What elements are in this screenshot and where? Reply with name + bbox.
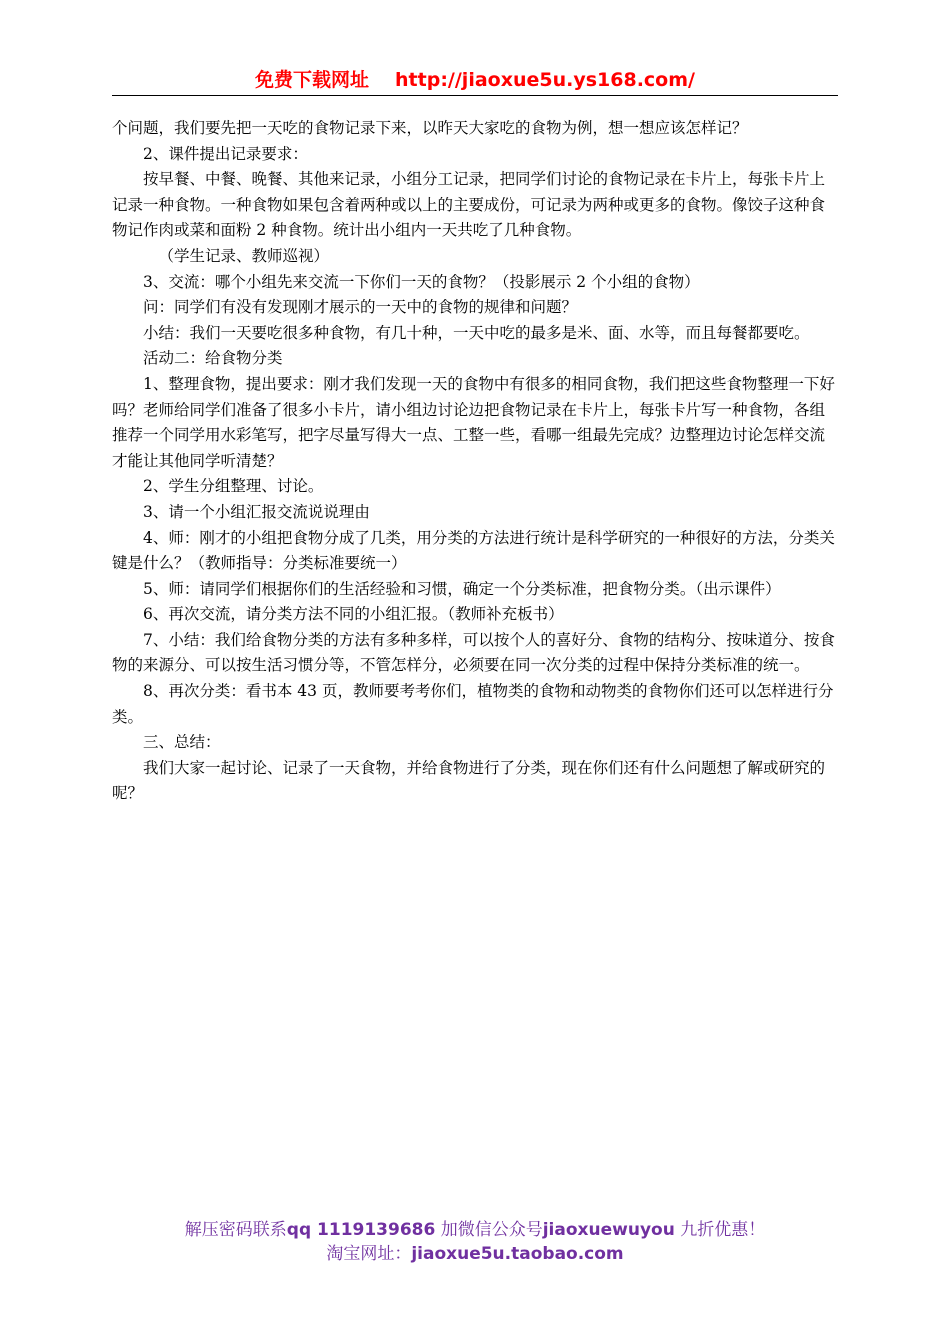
footer-taobao-label: 淘宝网址：	[326, 1244, 412, 1264]
paragraph-summary-2: 7、小结：我们给食物分类的方法有多种多样，可以按个人的喜好分、食物的结构分、按味道分、按食物的来源分、可以按生活习惯分等，不管怎样分，必须要在同一次分类的过程中保持分类标准的统一。	[112, 630, 835, 675]
footer-qq: qq 1119139686	[286, 1220, 436, 1240]
paragraph-group-report: 3、请一个小组汇报交流说说理由	[143, 502, 370, 521]
paragraph-summary-1: 小结：我们一天要吃很多种食物，有几十种，一天中吃的最多是米、面、水等，而且每餐都要吃。	[143, 323, 810, 342]
paragraph-conclusion-heading: 三、总结：	[143, 733, 221, 752]
document-body	[112, 116, 838, 807]
paragraph-record-requirement: 按早餐、中餐、晚餐、其他来记录，小组分工记录，把同学们讨论的食物记录在卡片上，每张卡片上记录一种食物。一种食物如果包含着两种或以上的主要成份，可记录为两种或更多的食物。像饺子这种食物记作肉或菜和面粉 2 种食物。统计出小组内一天共吃了几种食物。	[112, 170, 826, 240]
footer-wechat-account: jiaoxuewuyou	[542, 1220, 675, 1240]
footer-line-1	[0, 1218, 950, 1242]
paragraph-organize-food: 1、整理食物，提出要求：刚才我们发现一天的食物中有很多的相同食物，我们把这些食物整理一下好吗？老师给同学们准备了很多小卡片，请小组边讨论边把食物记录在卡片上，每张卡片写一种食物，各组推荐一个同学用水彩笔写，把字尽量写得大一点、工整一些，看哪一组最先完成？边整理边讨论怎样交流才能让其他同学听清楚？	[112, 374, 835, 470]
paragraph-classify-standard: 5、师：请同学们根据你们的生活经验和习惯，确定一个分类标准，把食物分类。（出示课件）	[143, 579, 781, 598]
paragraph-continuation: 个问题，我们要先把一天吃的食物记录下来，以昨天大家吃的食物为例，想一想应该怎样记？	[112, 119, 748, 137]
page-header	[112, 66, 838, 94]
paragraph-student-record-note: （学生记录、教师巡视）	[158, 246, 330, 265]
footer-taobao-link[interactable]: jiaoxue5u.taobao.com	[411, 1244, 624, 1264]
paragraph-classify-again: 8、再次分类：看书本 43 页，教师要考考你们，植物类的食物和动物类的食物你们还可以怎样进行分类。	[112, 682, 834, 726]
paragraph-question: 问：同学们有没有发现刚才展示的一天中的食物的规律和问题？	[143, 298, 578, 317]
paragraph-classification-key: 4、师：刚才的小组把食物分成了几类，用分类的方法进行统计是科学研究的一种很好的方法，分类关键是什么？（教师指导：分类标准要统一）	[112, 528, 835, 573]
header-label: 免费下载网址	[255, 69, 370, 91]
header-url-link[interactable]: http://jiaoxue5u.ys168.com/	[395, 69, 695, 91]
header-divider	[112, 95, 838, 96]
paragraph-activity-two-heading: 活动二：给食物分类	[143, 349, 283, 368]
footer-line-2	[0, 1242, 950, 1266]
footer-discount: 九折优惠！	[680, 1220, 766, 1240]
paragraph-group-discussion: 2、学生分组整理、讨论。	[143, 477, 324, 496]
paragraph-exchange: 3、交流：哪个小组先来交流一下你们一天的食物？（投影展示 2 个小组的食物）	[143, 272, 700, 291]
paragraph-record-requirement-heading: 2、课件提出记录要求：	[143, 144, 308, 163]
footer-password-label: 解压密码联系	[184, 1220, 287, 1240]
paragraph-exchange-again: 6、再次交流，请分类方法不同的小组汇报。（教师补充板书）	[143, 605, 564, 624]
footer-wechat-label: 加微信公众号	[440, 1220, 543, 1240]
paragraph-conclusion: 我们大家一起讨论、记录了一天食物，并给食物进行了分类，现在你们还有什么问题想了解或研究的呢？	[112, 758, 826, 803]
